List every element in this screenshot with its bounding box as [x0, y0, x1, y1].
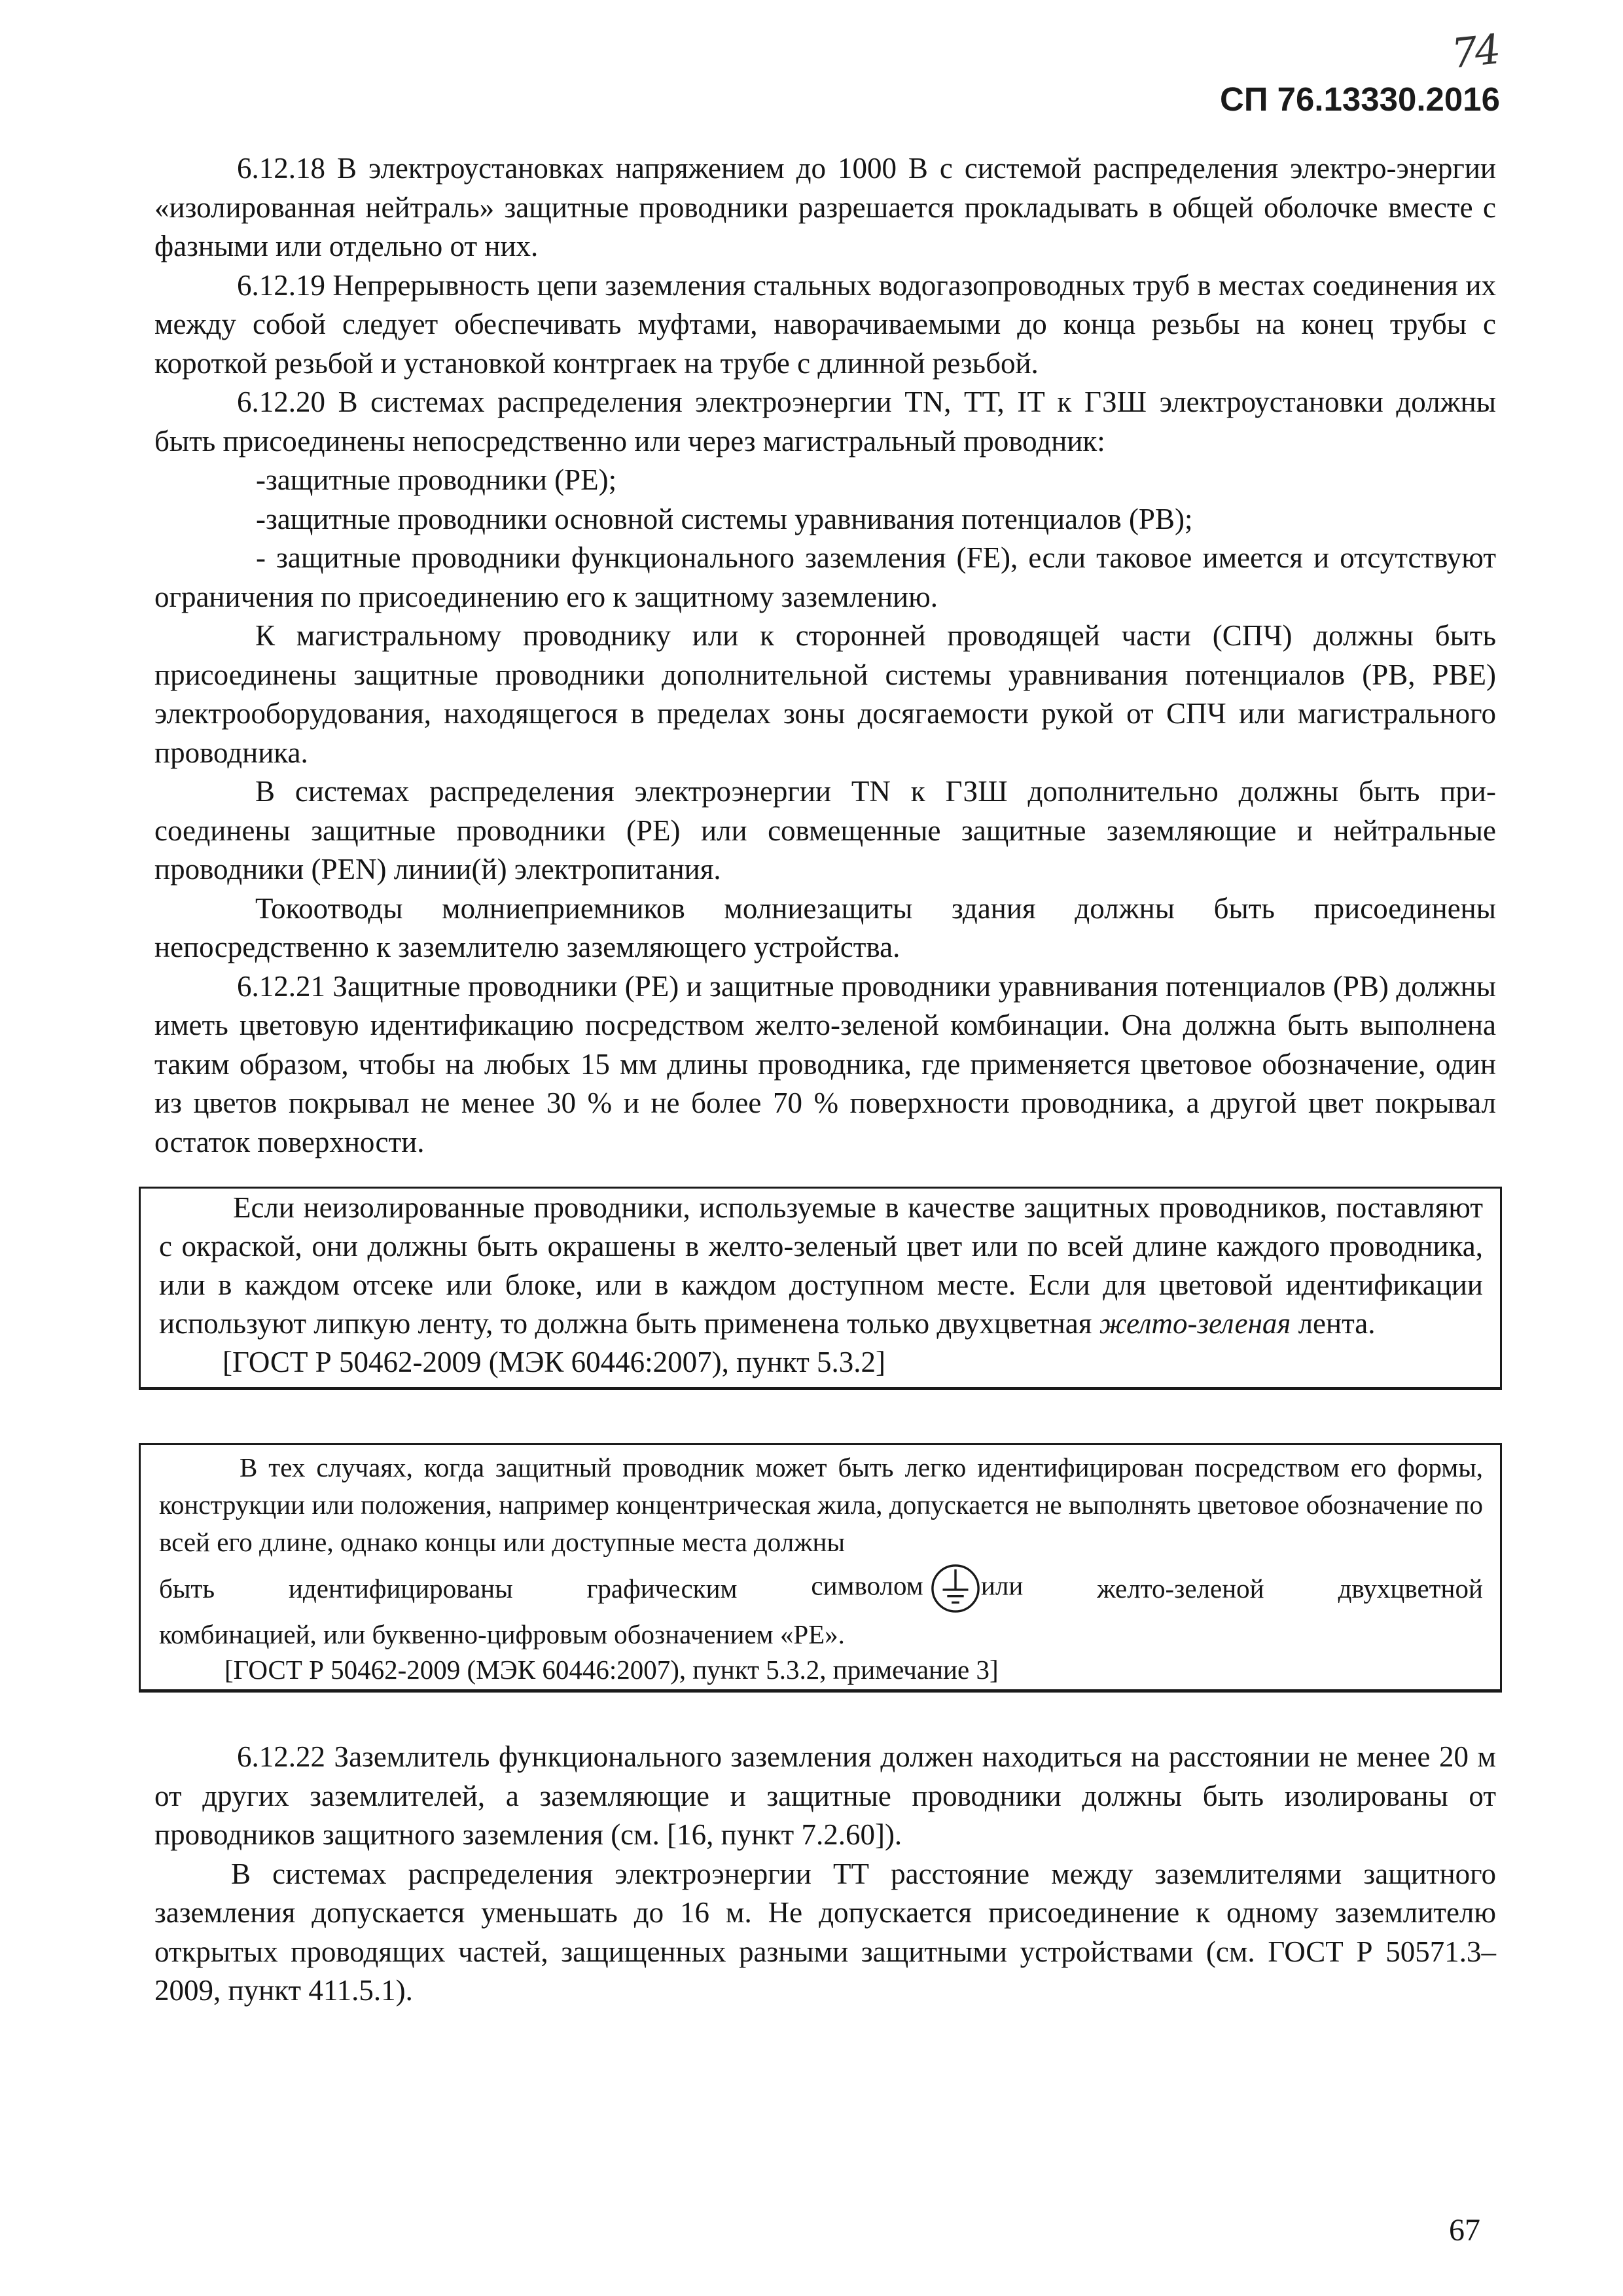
word: идентифицированы [288, 1573, 513, 1604]
paragraph-6-12-22: 6.12.22 Заземлитель функционального заземления должен находиться на расстоянии не менее 20 м от других заземлителей, а заземляющие и защитные проводники должны быть изолированы от проводников защитного заземления (см. [16, пункт 7.2.60]). [154, 1740, 1496, 1851]
box-divider [139, 1689, 1502, 1693]
paragraph: Токоотводы молниеприемников молниезащиты здания должны быть присоединены непосредственно к заземлителю заземляющего устройства. [154, 891, 1496, 963]
quote-text-end: лента. [1291, 1307, 1376, 1340]
quote-text [159, 1189, 1483, 1343]
box-divider [139, 1387, 1502, 1390]
list-item: -защитные проводники (РЕ); [256, 463, 617, 496]
paragraph-6-12-21: 6.12.21 Защитные проводники (РЕ) и защитные проводники уравнивания потенциалов (РВ) должны иметь цветовую идентификацию посредством желто-зеленой комбинации. Она должна быть выполнена таким образом, чтобы на любых 15 мм длины проводника, где применяется цветовое обозначение, один из цветов покрывал не менее 30 % и не более 70 % поверхности проводника, а другой цвет покрывал остаток поверхности. [154, 969, 1496, 1158]
quote-text: В тех случаях, когда защитный проводник может быть легко идентифицирован посредством его формы, конструкции или положения, например концентрическая жила, допускается не выполнять цветовое обозначение по всей его длине, однако концы или доступные места должны [159, 1452, 1483, 1557]
word-with-symbol [811, 1563, 1023, 1614]
quote-reference: [ГОСТ Р 50462-2009 (МЭК 60446:2007), пункт 5.3.2] [223, 1346, 885, 1378]
bottom-text [154, 1738, 1496, 2011]
quote-reference: [ГОСТ Р 50462-2009 (МЭК 60446:2007), пункт 5.3.2, примечание 3] [224, 1655, 999, 1685]
quote-text-start: Если неизолированные проводники, используемые в качестве защитных проводников, поставляют с окраской, они должны быть окрашены в желто-зеленый цвет или по всей длине каждого проводника, или в каждом отсеке или блоке, или в каждом доступном месте. Если для цветовой идентификации используют липкую ленту, то должна быть применена только двухцветная [159, 1191, 1483, 1340]
word: двухцветной [1338, 1573, 1483, 1604]
word: быть [159, 1573, 215, 1604]
gost-quote-box-1 [139, 1187, 1502, 1389]
paragraph-6-12-20: 6.12.20 В системах распределения электроэнергии TN, ТТ, IT к ГЗШ электроустановки должны быть присоединены непосредственно или через магистральный проводник: [154, 386, 1496, 457]
quote-text: комбинацией, или буквенно-цифровым обозначением «РЕ». [159, 1619, 845, 1649]
paragraph: В системах распределения электроэнергии ТТ расстояние между заземлителями защитного заземления допускается уменьшать до 16 м. Не допускается присоединение к одному заземлителю открытых проводящих частей, защищенных разными защитными устройствами (см. ГОСТ Р 50571.3–2009, пункт 411.5.1). [154, 1857, 1496, 2007]
gost-quote-box-2 [139, 1443, 1502, 1691]
paragraph-6-12-19: 6.12.19 Непрерывность цепи заземления стальных водогазопроводных труб в местах соединения их между собой следует обеспечивать муфтами, наворачиваемыми до конца резьбы на конец трубы с короткой резьбой и установкой контргаек на трубе с длинной резьбой. [154, 268, 1496, 380]
handwritten-page-number: 74 [1449, 25, 1501, 78]
word: желто-зеленой [1097, 1573, 1264, 1604]
paragraph-6-12-18: 6.12.18 В электроустановках напряжением до 1000 В с системой распределения электро-энергии «изолированная нейтраль» защитные проводники разрешается прокладывать в общей оболочке вместе с фазными или отдельно от них. [154, 152, 1496, 262]
list-item: -защитные проводники основной системы уравнивания потенциалов (РВ); [256, 502, 1193, 535]
page-number: 67 [1449, 2213, 1480, 2248]
symbol-line [159, 1561, 1483, 1616]
list-item: - защитные проводники функционального заземления (FE), если таковое имеется и отсутствуют ограничения по присоединению его к защитному заземлению. [154, 541, 1496, 613]
word: графическим [586, 1573, 738, 1604]
word: символом [811, 1570, 923, 1601]
paragraph: К магистральному проводнику или к сторонней проводящей части (СПЧ) должны быть присоединены защитные проводники дополнительной системы уравнивания потенциалов (РВ, РВЕ) электрооборудования, находящегося в пределах зоны досягаемости рукой от СПЧ или магистрального проводника. [154, 619, 1496, 769]
main-text [154, 149, 1496, 1162]
document-code: СП 76.13330.2016 [1220, 81, 1500, 118]
word: или [980, 1570, 1024, 1601]
quote-italic-text: желто-зеленая [1099, 1307, 1291, 1340]
protective-earth-icon [930, 1563, 981, 1614]
paragraph: В системах распределения электроэнергии TN к ГЗШ дополнительно должны быть при-соединены защитные проводники (РЕ) или совмещенные защитные заземляющие и нейтральные проводники (PEN) линии(й) электропитания. [154, 775, 1496, 886]
